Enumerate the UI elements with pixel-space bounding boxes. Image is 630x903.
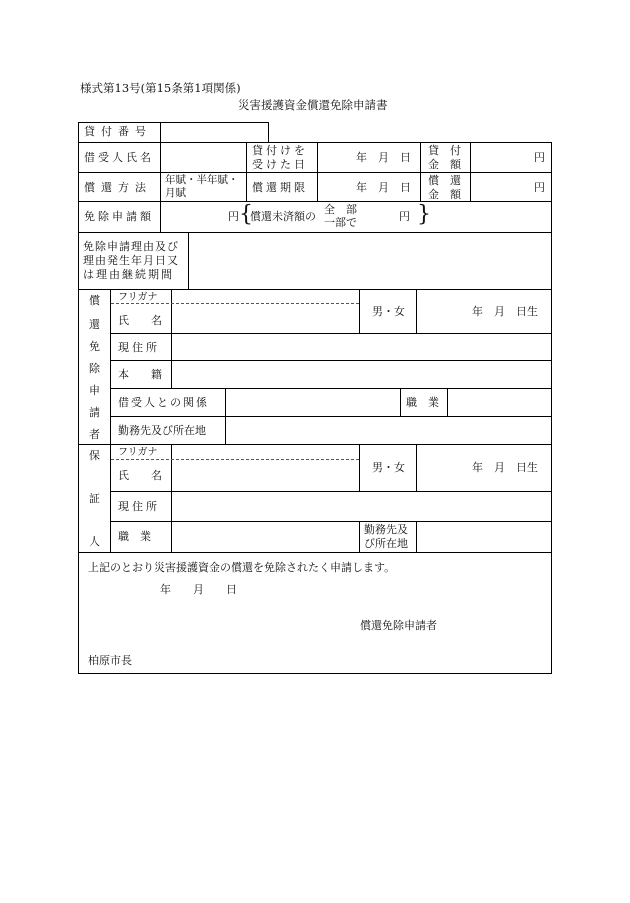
left-brace: { bbox=[239, 202, 253, 227]
repay-amount-yen: 円 bbox=[534, 181, 545, 194]
repay-period-label: 償還期限 bbox=[252, 181, 308, 194]
addressee: 柏原市長 bbox=[88, 654, 132, 667]
application-date[interactable]: 年 月 日 bbox=[160, 583, 237, 596]
part-option[interactable]: 一部で bbox=[324, 216, 357, 229]
loan-number-label: 貸付番号 bbox=[84, 125, 152, 138]
repay-period-value[interactable]: 年 月 日 bbox=[356, 181, 411, 194]
unpaid-amount-yen: 円 bbox=[399, 210, 410, 223]
repay-method-options-2[interactable]: 月賦 bbox=[165, 187, 186, 199]
borrower-name-field[interactable] bbox=[161, 143, 245, 172]
applicant-name-label: 氏 名 bbox=[118, 314, 162, 327]
repay-method-options-1[interactable]: 年賦・半年賦・ bbox=[165, 174, 239, 186]
guarantor-workplace-field[interactable] bbox=[417, 522, 551, 552]
loan-amount-label-2: 金 額 bbox=[428, 158, 461, 171]
reason-label-3: は理由継続期間 bbox=[83, 268, 174, 281]
applicant-gender[interactable]: 男・女 bbox=[372, 305, 405, 318]
reason-field[interactable] bbox=[189, 233, 551, 289]
relation-label: 借受人との関係 bbox=[118, 396, 209, 409]
guarantor-address-label: 現住所 bbox=[118, 500, 160, 513]
relation-field[interactable] bbox=[226, 389, 399, 416]
guarantor-gender[interactable]: 男・女 bbox=[372, 461, 405, 474]
applicant-address-label: 現住所 bbox=[118, 341, 160, 354]
applicant-occupation-label: 職 業 bbox=[406, 396, 439, 409]
applicant-name-field[interactable] bbox=[172, 304, 358, 332]
declaration-text: 上記のとおり災害援護資金の償還を免除されたく申請します。 bbox=[88, 561, 396, 574]
applicant-birth[interactable]: 年 月 日生 bbox=[472, 305, 538, 318]
loan-date-label-2: 受けた日 bbox=[252, 158, 308, 171]
unpaid-amount-label: 償還未済額の bbox=[250, 210, 316, 223]
repay-amount-label-2: 金 額 bbox=[428, 188, 461, 201]
guarantor-name-label: 氏 名 bbox=[118, 469, 162, 482]
reason-label-1: 免除申請理由及び bbox=[83, 240, 179, 253]
all-option[interactable]: 全 部 bbox=[324, 203, 357, 216]
applicant-occupation-field[interactable] bbox=[448, 389, 551, 416]
applicant-domicile-label: 本 籍 bbox=[118, 368, 162, 381]
repay-amount-label-1: 償 還 bbox=[428, 174, 461, 187]
applicant-furigana-label: フリガナ bbox=[118, 292, 158, 303]
applicant-workplace-label: 勤務先及び所在地 bbox=[118, 424, 206, 437]
guarantor-workplace-label-1: 勤務先及 bbox=[364, 523, 408, 536]
loan-date-label-1: 貸付けを bbox=[252, 144, 308, 157]
loan-amount-yen: 円 bbox=[534, 151, 545, 164]
form-number: 様式第13号(第15条第1項関係) bbox=[80, 81, 241, 95]
form-title: 災害援護資金償還免除申請書 bbox=[238, 98, 388, 112]
repay-method-label: 償還方法 bbox=[84, 181, 152, 194]
guarantor-furigana-label: フリガナ bbox=[118, 447, 158, 458]
guarantor-occupation-label-text: 職 業 bbox=[118, 530, 168, 543]
exempt-amount-yen: 円 bbox=[228, 210, 239, 223]
applicant-workplace-field[interactable] bbox=[226, 417, 551, 444]
applicant-domicile-field[interactable] bbox=[172, 361, 551, 388]
guarantor-occupation-field[interactable] bbox=[172, 522, 358, 552]
right-brace: } bbox=[417, 202, 431, 227]
guarantor-address-field[interactable] bbox=[172, 492, 551, 521]
guarantor-name-field[interactable] bbox=[172, 460, 358, 491]
loan-amount-label-1: 貸 付 bbox=[428, 144, 461, 157]
loan-date-value[interactable]: 年 月 日 bbox=[356, 151, 411, 164]
applicant-signature-label: 償還免除申請者 bbox=[360, 619, 437, 632]
guarantor-birth[interactable]: 年 月 日生 bbox=[472, 461, 538, 474]
exempt-amount-label: 免除申請額 bbox=[84, 210, 154, 223]
guarantor-workplace-label-2: び所在地 bbox=[364, 537, 408, 550]
loan-number-field[interactable] bbox=[161, 123, 267, 142]
reason-label-2: 理由発生年月日又 bbox=[83, 254, 179, 267]
borrower-name-label: 借受人氏名 bbox=[84, 151, 154, 164]
applicant-address-field[interactable] bbox=[172, 334, 551, 360]
